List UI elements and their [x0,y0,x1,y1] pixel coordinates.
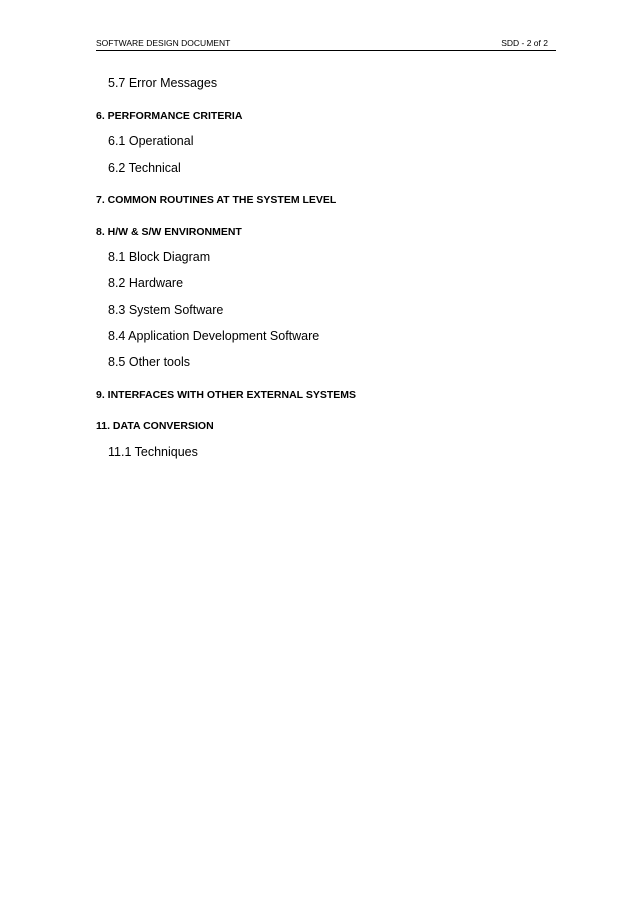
section-heading: 6. PERFORMANCE CRITERIA [96,110,243,122]
section-heading: 11. DATA CONVERSION [96,420,214,432]
page-header [96,37,556,51]
subsection-heading: 8.5 Other tools [108,355,190,369]
page-number: SDD - 2 of 2 [501,38,548,48]
subsection-heading: 8.1 Block Diagram [108,250,211,264]
section-heading: 9. INTERFACES WITH OTHER EXTERNAL SYSTEMS [96,389,356,401]
subsection-heading: 5.7 Error Messages [108,76,218,90]
subsection-heading: 8.3 System Software [108,303,224,317]
subsection-heading: 8.2 Hardware [108,276,184,290]
subsection-heading: 6.1 Operational [108,134,194,148]
section-heading: 7. COMMON ROUTINES AT THE SYSTEM LEVEL [96,194,337,206]
section-heading: 8. H/W & S/W ENVIRONMENT [96,226,242,238]
subsection-heading: 8.4 Application Development Software [108,329,320,343]
subsection-heading: 11.1 Techniques [108,445,198,459]
document-title: SOFTWARE DESIGN DOCUMENT [96,38,231,48]
subsection-heading: 6.2 Technical [108,161,181,175]
